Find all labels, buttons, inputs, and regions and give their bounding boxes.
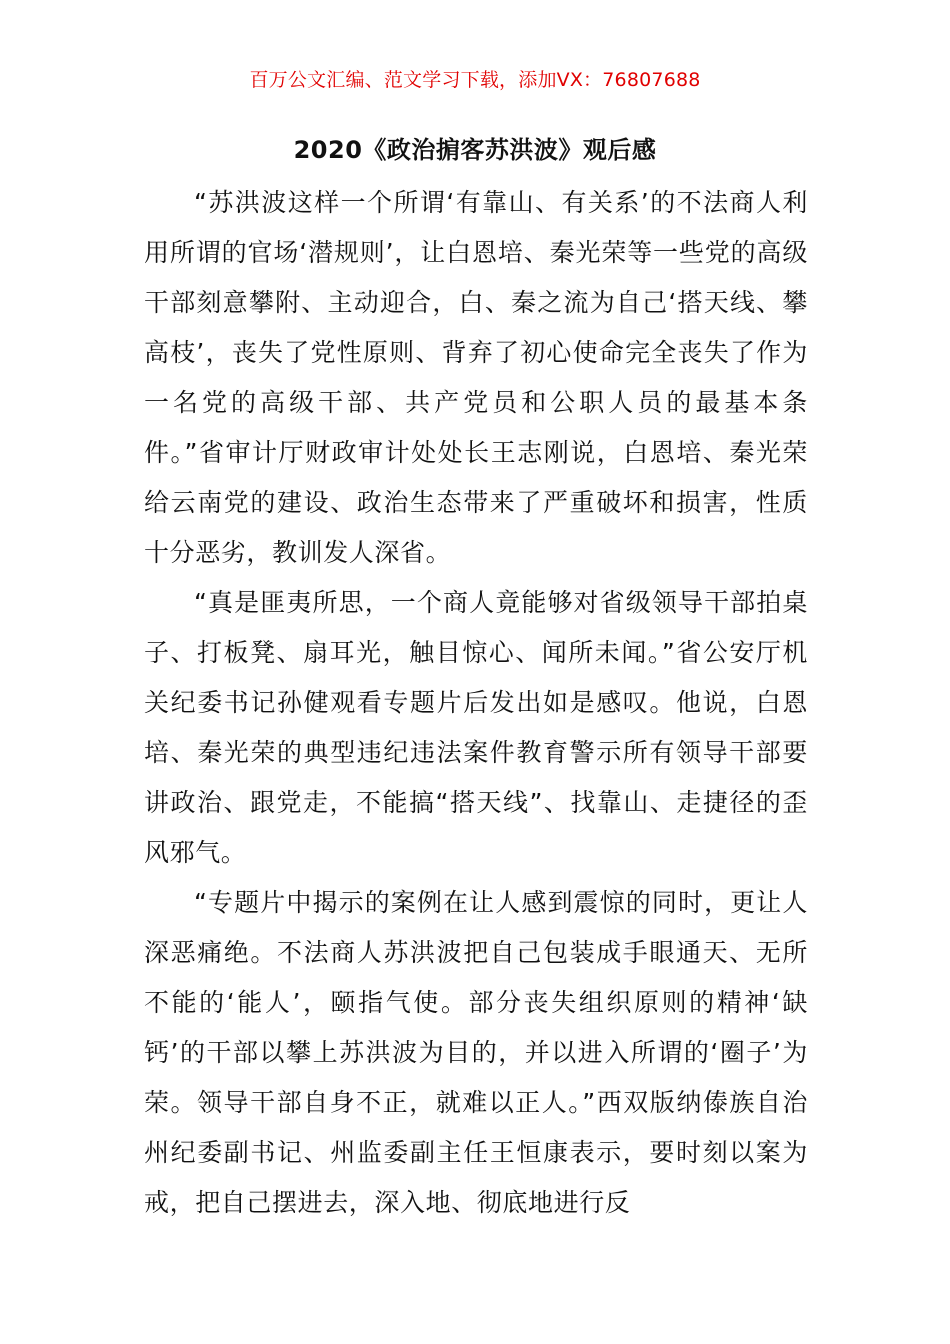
paragraph: “专题片中揭示的案例在让人感到震惊的同时，更让人深恶痛绝。不法商人苏洪波把自己包装成手眼通天、无所不能的‘能人’，颐指气使。部分丧失组织原则的精神‘缺钙’的干部以攀上苏洪波为目的，并以进入所谓的‘圈子’为荣。领导干部自身不正，就难以正人。”西双版纳傣族自治州纪委副书记、州监委副主任王恒康表示，要时刻以案为戒，把自己摆进去，深入地、彻底地进行反 — [144, 888, 808, 1217]
document-body — [144, 178, 808, 1228]
document-title: 2020《政治掮客苏洪波》观后感 — [293, 136, 657, 164]
paragraph: “真是匪夷所思，一个商人竟能够对省级领导干部拍桌子、打板凳、扇耳光，触目惊心、闻所未闻。”省公安厅机关纪委书记孙健观看专题片后发出如是感叹。他说，白恩培、秦光荣的典型违纪违法案件教育警示所有领导干部要讲政治、跟党走，不能搞“搭天线”、找靠山、走捷径的歪风邪气。 — [144, 588, 808, 867]
paragraph: “苏洪波这样一个所谓‘有靠山、有关系’的不法商人利用所谓的官场‘潜规则’，让白恩培、秦光荣等一些党的高级干部刻意攀附、主动迎合，白、秦之流为自己‘搭天线、攀高枝’，丧失了党性原则、背弃了初心使命完全丧失了作为一名党的高级干部、共产党员和公职人员的最基本条件。”省审计厅财政审计处处长王志刚说，白恩培、秦光荣给云南党的建设、政治生态带来了严重破坏和损害，性质十分恶劣，教训发人深省。 — [144, 188, 808, 567]
watermark-header: 百万公文汇编、范文学习下载，添加VX：76807688 — [249, 69, 701, 91]
